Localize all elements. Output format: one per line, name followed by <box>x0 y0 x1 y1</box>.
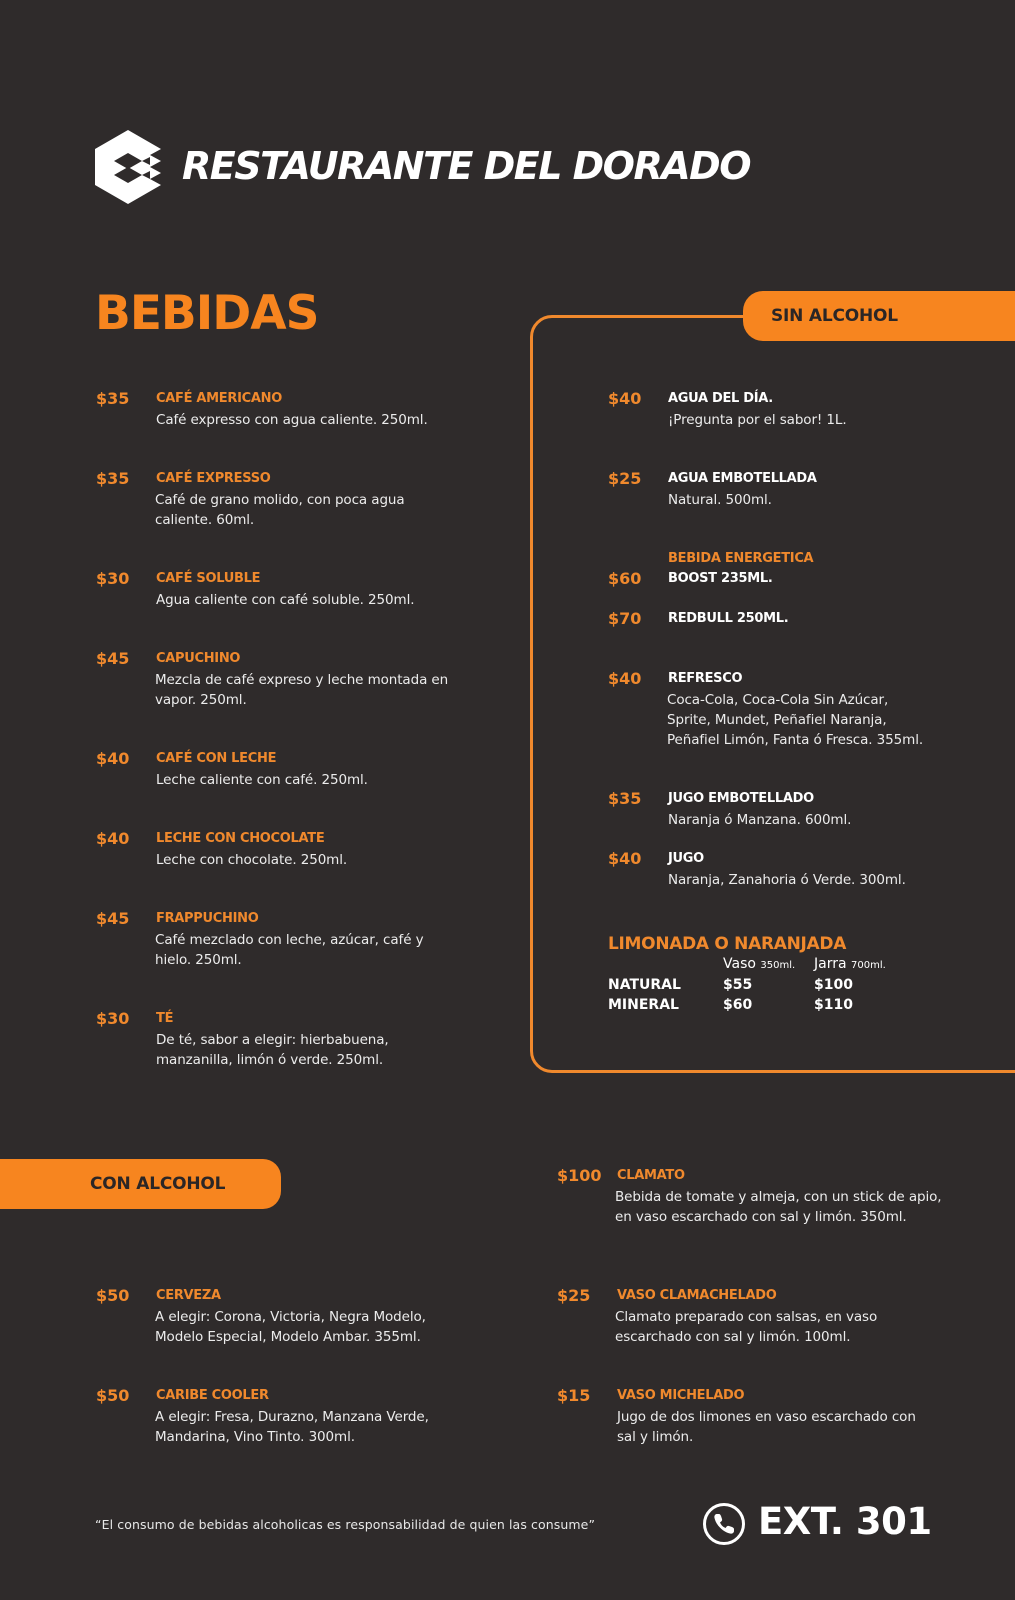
item-price: $70 <box>608 609 642 628</box>
item-name: CARIBE COOLER <box>156 1388 269 1403</box>
item-name: JUGO <box>668 851 704 866</box>
item-desc: Jugo de dos limones en vaso escarchado con sal y limón. <box>617 1409 916 1445</box>
item-name: REDBULL 250ML. <box>668 611 789 626</box>
item-name: CLAMATO <box>617 1168 685 1183</box>
item-price: $40 <box>608 389 642 408</box>
stacked-cube-logo-icon <box>95 130 161 204</box>
item-price: $35 <box>96 389 130 408</box>
item-desc: Mezcla de café expreso y leche montada en vapor. 250ml. <box>155 672 449 708</box>
item-name: JUGO EMBOTELLADO <box>668 791 814 806</box>
item-name: VASO CLAMACHELADO <box>617 1288 777 1303</box>
item-name: AGUA DEL DÍA. <box>668 391 773 406</box>
limonada-cell: $60 <box>723 997 753 1013</box>
item-name: VASO MICHELADO <box>617 1388 745 1403</box>
brand-title: RESTAURANTE DEL DORADO <box>182 144 751 188</box>
item-desc: Bebida de tomate y almeja, con un stick de apio, en vaso escarchado con sal y limón. 350ml. <box>615 1189 942 1225</box>
limonada-cell: $100 <box>814 977 853 993</box>
item-desc: De té, sabor a elegir: hierbabuena, manzanilla, limón ó verde. 250ml. <box>156 1032 389 1068</box>
item-price: $25 <box>608 469 642 488</box>
item-desc: Natural. 500ml. <box>668 492 772 508</box>
item-price: $40 <box>96 749 130 768</box>
page-title: BEBIDAS <box>95 286 319 341</box>
item-desc: Naranja ó Manzana. 600ml. <box>668 812 852 828</box>
sin-alcohol-label: SIN ALCOHOL <box>743 291 1015 341</box>
item-desc: A elegir: Corona, Victoria, Negra Modelo, Modelo Especial, Modelo Ambar. 355ml. <box>155 1309 426 1345</box>
limonada-row-label: MINERAL <box>608 997 679 1013</box>
con-alcohol-label: CON ALCOHOL <box>0 1159 281 1209</box>
item-price: $25 <box>557 1286 591 1305</box>
item-name: FRAPPUCHINO <box>156 911 259 926</box>
item-price: $45 <box>96 649 130 668</box>
item-desc: Agua caliente con café soluble. 250ml. <box>156 592 415 608</box>
item-name: CAFÉ AMERICANO <box>156 391 282 406</box>
item-price: $40 <box>96 829 130 848</box>
limonada-col-vaso <box>723 956 795 972</box>
item-desc: Café mezclado con leche, azúcar, café y hielo. 250ml. <box>155 932 424 968</box>
energy-drink-heading: BEBIDA ENERGETICA <box>668 551 814 566</box>
item-price: $40 <box>608 669 642 688</box>
item-price: $15 <box>557 1386 591 1405</box>
item-name: REFRESCO <box>668 671 743 686</box>
item-desc: Leche con chocolate. 250ml. <box>156 852 348 868</box>
item-name: CAPUCHINO <box>156 651 241 666</box>
item-price: $35 <box>96 469 130 488</box>
item-name: LECHE CON CHOCOLATE <box>156 831 325 846</box>
item-desc: ¡Pregunta por el sabor! 1L. <box>668 412 847 428</box>
item-name: CAFÉ EXPRESSO <box>156 471 271 486</box>
limonada-col-jarra <box>814 956 886 972</box>
col-size: 700ml. <box>851 960 886 971</box>
item-desc: A elegir: Fresa, Durazno, Manzana Verde, Mandarina, Vino Tinto. 300ml. <box>155 1409 429 1445</box>
item-name: CERVEZA <box>156 1288 221 1303</box>
item-name: CAFÉ CON LECHE <box>156 751 277 766</box>
phone-extension: EXT. 301 <box>758 1500 932 1543</box>
item-name: AGUA EMBOTELLADA <box>668 471 817 486</box>
item-name: TÉ <box>156 1011 174 1026</box>
item-price: $50 <box>96 1386 130 1405</box>
item-price: $30 <box>96 1009 130 1028</box>
item-desc: Café de grano molido, con poca agua caliente. 60ml. <box>155 492 405 528</box>
item-name: BOOST 235ML. <box>668 571 773 586</box>
limonada-row-label: NATURAL <box>608 977 681 993</box>
alcohol-disclaimer: “El consumo de bebidas alcoholicas es responsabilidad de quien las consume” <box>95 1517 596 1532</box>
item-price: $35 <box>608 789 642 808</box>
item-desc: Coca-Cola, Coca-Cola Sin Azúcar, Sprite, Mundet, Peñafiel Naranja, Peñafiel Limón, Fanta ó Fresca. 355ml. <box>667 692 924 748</box>
item-price: $100 <box>557 1166 602 1185</box>
item-desc: Naranja, Zanahoria ó Verde. 300ml. <box>668 872 906 888</box>
item-price: $30 <box>96 569 130 588</box>
phone-icon <box>702 1502 746 1546</box>
item-price: $60 <box>608 569 642 588</box>
limonada-title: LIMONADA O NARANJADA <box>608 934 847 954</box>
col-label: Jarra <box>814 956 847 972</box>
item-price: $40 <box>608 849 642 868</box>
col-label: Vaso <box>723 956 756 972</box>
item-name: CAFÉ SOLUBLE <box>156 571 261 586</box>
item-desc: Café expresso con agua caliente. 250ml. <box>156 412 428 428</box>
item-desc: Leche caliente con café. 250ml. <box>156 772 368 788</box>
item-desc: Clamato preparado con salsas, en vaso escarchado con sal y limón. 100ml. <box>615 1309 878 1345</box>
item-price: $50 <box>96 1286 130 1305</box>
col-size: 350ml. <box>760 960 796 971</box>
limonada-cell: $55 <box>723 977 753 993</box>
item-price: $45 <box>96 909 130 928</box>
limonada-cell: $110 <box>814 997 853 1013</box>
